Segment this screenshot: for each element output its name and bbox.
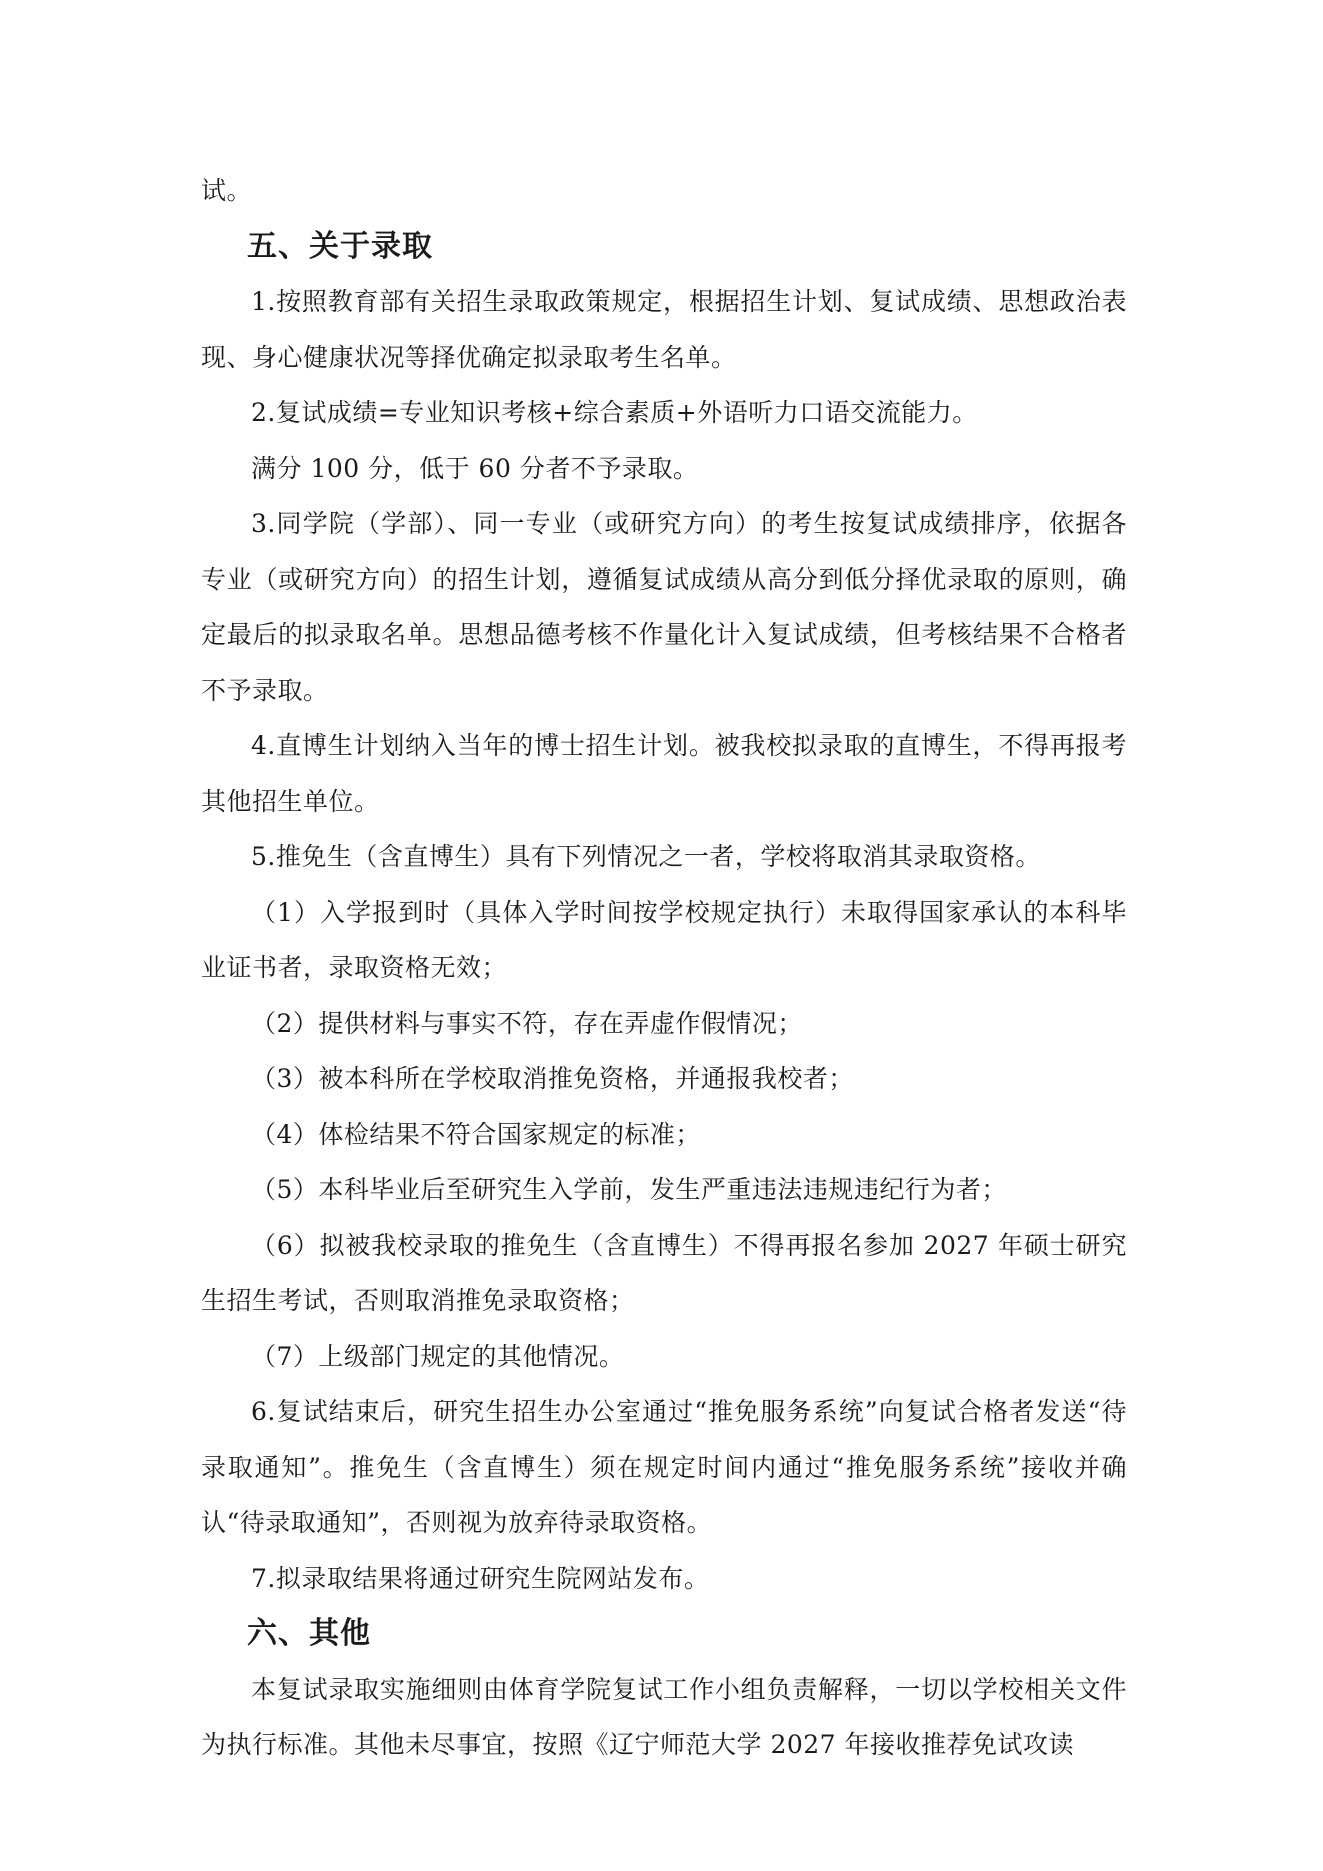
continued-paragraph: 试。 <box>201 176 253 205</box>
paragraph: 本复试录取实施细则由体育学院复试工作小组负责解释，一切以学校相关文件为执行标准。其他未尽事宜，按照《辽宁师范大学 2027 年接收推荐免试攻读 <box>201 1674 1127 1759</box>
list-item: （5）本科毕业后至研究生入学前，发生严重违法违规违纪行为者； <box>251 1175 1007 1204</box>
paragraph: 2.复试成绩=专业知识考核+综合素质+外语听力口语交流能力。 <box>251 398 978 427</box>
section-heading-other: 六、其他 <box>247 1616 371 1651</box>
list-item: （7）上级部门规定的其他情况。 <box>251 1341 625 1371</box>
paragraph: 5.推免生（含直博生）具有下列情况之一者，学校将取消其录取资格。 <box>251 842 1041 871</box>
paragraph: 7.拟录取结果将通过研究生院网站发布。 <box>251 1563 710 1593</box>
list-item: （1）入学报到时（具体入学时间按学校规定执行）未取得国家承认的本科毕业证书者，录取资格无效； <box>201 897 1127 982</box>
list-item: （4）体检结果不符合国家规定的标准； <box>251 1119 701 1149</box>
paragraph: 满分 100 分，低于 60 分者不予录取。 <box>251 453 699 483</box>
section-heading-admission: 五、关于录取 <box>247 228 433 264</box>
paragraph: 4.直博生计划纳入当年的博士招生计划。被我校拟录取的直博生，不得再报考其他招生单位。 <box>201 731 1127 816</box>
list-item: （2）提供材料与事实不符，存在弄虚作假情况； <box>251 1008 803 1038</box>
document-body <box>201 163 1127 1773</box>
list-item: （6）拟被我校录取的推免生（含直博生）不得再报名参加 2027 年硕士研究生招生考试，否则取消推免录取资格； <box>201 1230 1127 1315</box>
paragraph: 3.同学院（学部）、同一专业（或研究方向）的考生按复试成绩排序，依据各专业（或研究方向）的招生计划，遵循复试成绩从高分到低分择优录取的原则，确定最后的拟录取名单。思想品德考核不作量化计入复试成绩，但考核结果不合格者不予录取。 <box>201 509 1127 705</box>
paragraph: 1.按照教育部有关招生录取政策规定，根据招生计划、复试成绩、思想政治表现、身心健康状况等择优确定拟录取考生名单。 <box>201 287 1127 372</box>
list-item: （3）被本科所在学校取消推免资格，并通报我校者； <box>251 1064 854 1093</box>
paragraph: 6.复试结束后，研究生招生办公室通过“推免服务系统”向复试合格者发送“待录取通知”。推免生（含直博生）须在规定时间内通过“推免服务系统”接收并确认“待录取通知”，否则视为放弃待录取资格。 <box>201 1397 1127 1537</box>
